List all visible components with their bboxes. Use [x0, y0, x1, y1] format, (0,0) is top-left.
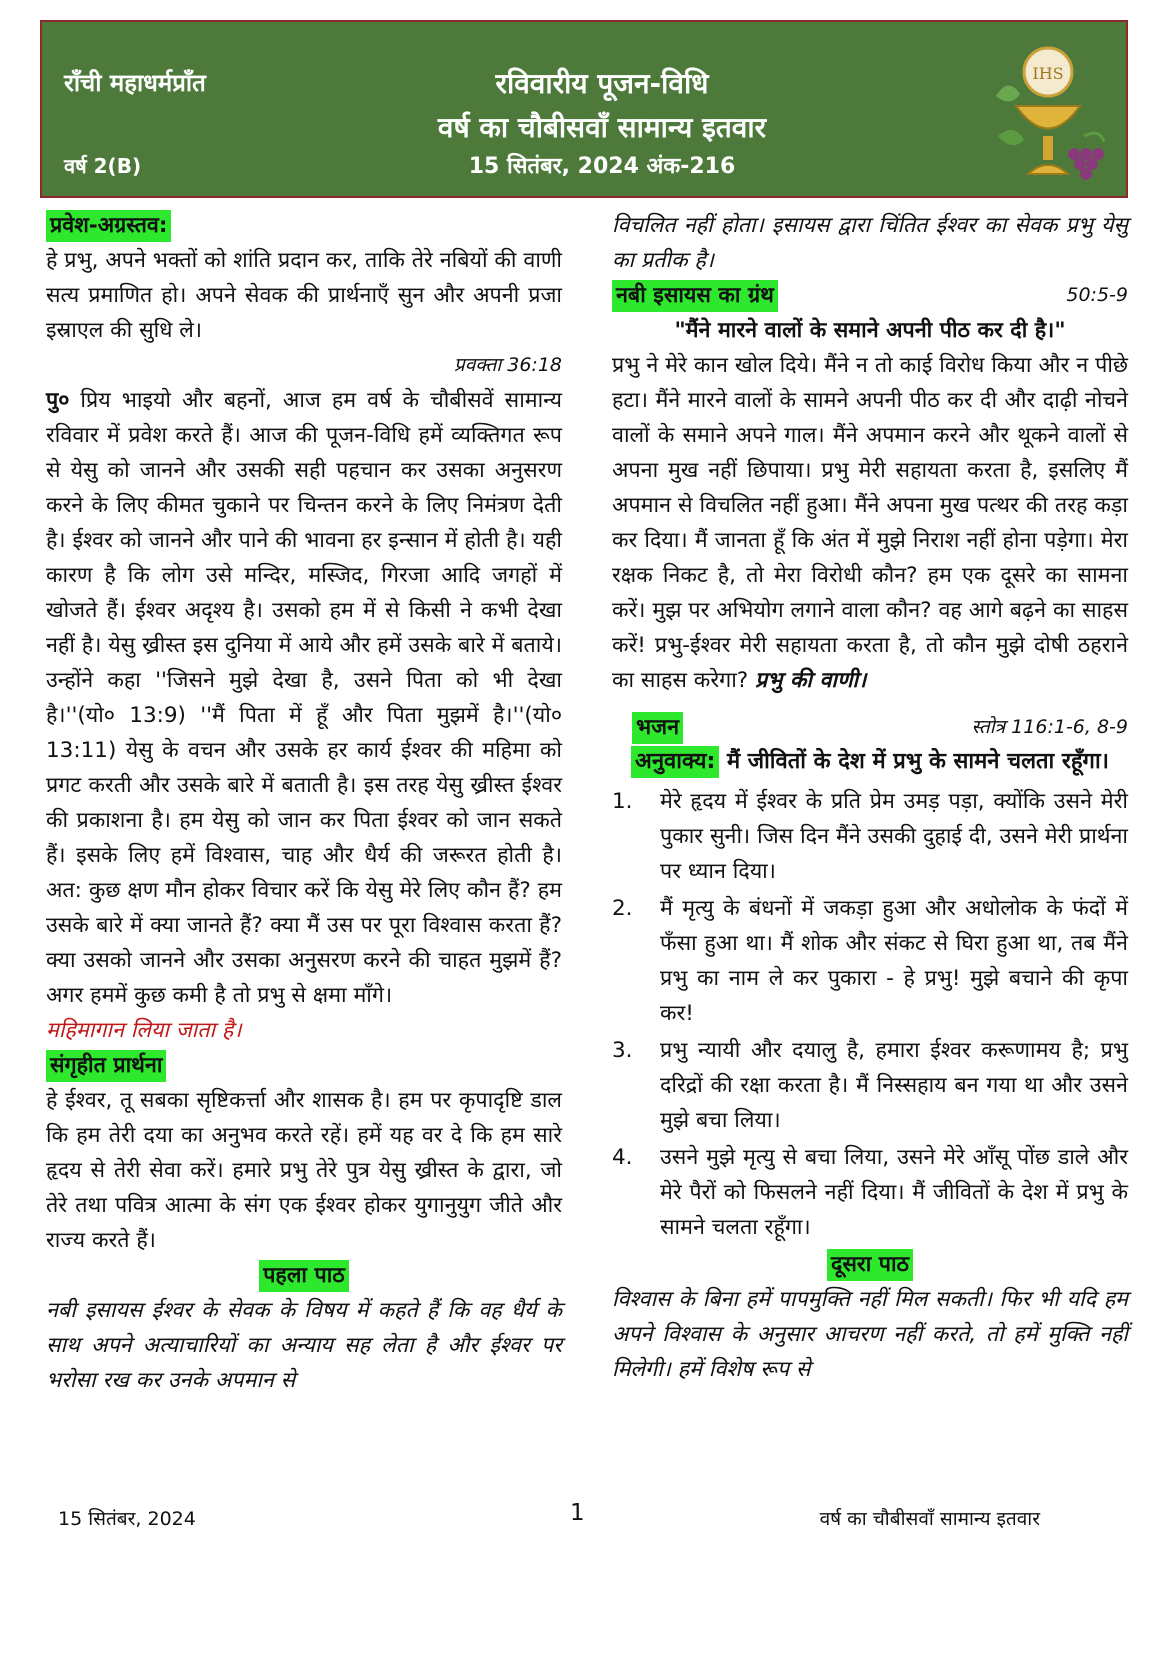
psalm-verse: 4. उसने मुझे मृत्यु से बचा लिया, उसने मेरे आँसू पोंछ डाले और मेरे पैरों को फिसलने नहीं दिया। मैं जीवितों के देश में प्रभु के सामने चलता रहूँगा। — [612, 1145, 1128, 1240]
header-subtitle: वर्ष का चौबीसवाँ सामान्य इतवार — [437, 111, 767, 144]
book-reference: 50:5-9 — [1066, 284, 1128, 306]
psalm-verse: 1. मेरे हृदय में ईश्वर के प्रति प्रेम उमड़ पड़ा, क्योंकि उसने मेरी पुकार सुनी। जिस दिन मैंने उसकी दुहाई दी, उसने मेरी प्रार्थना पर ध्यान दिया। — [612, 789, 1128, 884]
gloria-note: महिमागान लिया जाता है। — [46, 1018, 242, 1043]
entrance-antiphon-text: हे प्रभु, अपने भक्तों को शांति प्रदान कर, ताकि तेरे नबियों की वाणी सत्य प्रमाणित हो। अपने सेवक की प्रार्थनाएँ सुन और अपनी प्रजा इस्राएल की सुधि ले। — [46, 248, 562, 343]
refrain-text: मैं जीवितों के देश में प्रभु के सामने चलता रहूँगा। — [726, 749, 1109, 774]
second-reading-heading: दूसरा पाठ — [827, 1249, 913, 1281]
reading-quote: "मैंने मारने वालों के समाने अपनी पीठ कर दी है।" — [674, 318, 1066, 343]
psalm-heading: भजन — [632, 712, 683, 744]
first-reading-intro: नबी इसायस ईश्वर के सेवक के विषय में कहते हैं कि वह धैर्य के साथ अपने अत्याचारियों का अन्याय सह लेता है और ईश्वर पर भरोसा रख कर उनके अपमान से — [46, 1298, 562, 1393]
page-header — [40, 20, 1128, 198]
psalm-verse: 3. प्रभु न्यायी और दयालु है, हमारा ईश्वर करूणामय है; प्रभु दरिद्रों की रक्षा करता है। मैं निस्सहाय बन गया था और उसने मुझे बचा लिया। — [612, 1038, 1128, 1133]
psalm-refrain — [612, 745, 1128, 778]
first-reading-heading: पहला पाठ — [259, 1260, 349, 1292]
header-date-issue: 15 सितंबर, 2024 अंक-216 — [468, 154, 736, 179]
refrain-label: अनुवाक्य: — [631, 746, 719, 778]
footer-date: 15 सितंबर, 2024 — [58, 1508, 196, 1530]
psalm-verse: 2. मैं मृत्यु के बंधनों में जकड़ा हुआ और अधोलोक के फंदों में फँसा हुआ था। मैं शोक और संकट से घिरा हुआ था, तब मैंने प्रभु का नाम ले कर पुकारा - हे प्रभु! मुझे बचाने की कृपा कर! — [612, 896, 1128, 1026]
entrance-antiphon-heading: प्रवेश-अग्रस्तव: — [46, 210, 171, 242]
book-heading: नबी इसायस का ग्रंथ — [612, 280, 778, 312]
entrance-antiphon-reference: प्रवक्ता 36:18 — [453, 354, 562, 376]
introduction-text: प्रिय भाइयो और बहनों, आज हम वर्ष के चौबीसवें सामान्य रविवार में प्रवेश करते हैं। आज की पूजन-विधि हमें व्यक्तिगत रूप से येसु को जानने और उसकी सही पहचान कर उसका अनुसरण करने के लिए कीमत चुकाने पर चिन्तन करने के लिए निमंत्रण देती है। ईश्वर को जानने और पाने की भावना हर इन्सान में होती है। यही कारण है कि लोग उसे मन्दिर, मस्जिद, गिरजा आदि जगहों में खोजते हैं। ईश्वर अदृश्य है। उसको हम में से किसी ने कभी देखा नहीं है। येसु ख्रीस्त इस दुनिया में आये और हमें उसके बारे में बताये। उन्होंने कहा ''जिसने मुझे देखा है, उसने पिता को भी देखा है।''(यो० 13:9) ''मैं पिता में हूँ और पिता मुझमें है।''(यो० 13:11) येसु के वचन और उसके हर कार्य ईश्वर की महिमा को प्रगट करती और उसके बारे में बताती है। इस तरह येसु ख्रीस्त ईश्वर की प्रकाशना है। हम येसु को जान कर पिता ईश्वर को जान सकते हैं। इसके लिए हमें विश्वास, चाह और धैर्य की जरूरत होती है। अत: कुछ क्षण मौन होकर विचार करें कि येसु मेरे लिए कौन हैं? हम उसके बारे में क्या जानते हैं? क्या मैं उस पर पूरा विश्वास करता हैं? क्या उसको जानने और उसका अनुसरण करने की चाहत मुझमें हैं? अगर हममें कुछ कमी है तो प्रभु से क्षमा माँगे। — [46, 388, 562, 1008]
right-column — [612, 208, 1128, 1387]
collect-heading: संगृहीत प्रार्थना — [46, 1050, 166, 1082]
emblem-text: IHS — [1032, 64, 1064, 83]
reading-body — [612, 348, 1128, 698]
second-reading-intro: विश्वास के बिना हमें पापमुक्ति नहीं मिल सकती। फिर भी यदि हम अपने विश्वास के अनुसार आचरण नहीं करते, तो हमें मुक्ति नहीं मिलेगी। हमें विशेष रूप से — [612, 1287, 1128, 1382]
psalm-verses — [612, 784, 1128, 1245]
page-number: 1 — [570, 1500, 585, 1526]
priest-label: पु० — [46, 388, 70, 413]
reading-ending: प्रभु की वाणी। — [755, 668, 867, 693]
left-column — [46, 208, 562, 1398]
footer-title: वर्ष का चौबीसवाँ सामान्य इतवार — [819, 1508, 1040, 1530]
chalice-emblem-icon — [988, 36, 1108, 186]
reading-text: प्रभु ने मेरे कान खोल दिये। मैंने न तो काई विरोध किया और न पीछे हटा। मैंने मारने वालों के सामने अपनी पीठ कर दी और दाढ़ी नोचने वालों के समाने अपने गाल। मैंने अपमान करने और थूकने वालों से अपना मुख नहीं छिपाया। प्रभु मेरी सहायता करता है, इसलिए मैं अपमान से विचलित नहीं हुआ। मैंने अपना मुख पत्थर की तरह कड़ा कर दिया। मैं जानता हूँ कि अंत में मुझे निराश नहीं होना पड़ेगा। मेरा रक्षक निकट है, तो मेरा विरोधी कौन? हम एक दूसरे का सामना करें। मुझ पर अभियोग लगाने वाला कौन? वह आगे बढ़ने का साहस करें! प्रभु-ईश्वर मेरी सहायता करता है, तो कौन मुझे दोषी ठहराने का साहस करेगा? — [612, 353, 1128, 693]
psalm-reference: स्तोत्र 116:1-6, 8-9 — [971, 716, 1128, 738]
header-title: रविवारीय पूजन-विधि — [495, 67, 709, 100]
first-reading-intro-continued: विचलित नहीं होता। इसायस द्वारा चिंतित ईश्वर का सेवक प्रभु येसु का प्रतीक है। — [612, 213, 1128, 273]
introduction-paragraph — [46, 383, 562, 1013]
collect-text: हे ईश्वर, तू सबका सृष्टिकर्त्ता और शासक है। हम पर कृपादृष्टि डाल कि हम तेरी दया का अनुभव करते रहें। हमें यह वर दे कि हम सारे हृदय से तेरी सेवा करें। हमारे प्रभु तेरे पुत्र येसु ख्रीस्त के द्वारा, जो तेरे तथा पवित्र आत्मा के संग एक ईश्वर होकर युगानुयुग जीते और राज्य करते हैं। — [46, 1088, 562, 1253]
liturgical-year: वर्ष 2(B) — [64, 154, 142, 178]
diocese-name: राँची महाधर्मप्राँत — [64, 69, 206, 97]
